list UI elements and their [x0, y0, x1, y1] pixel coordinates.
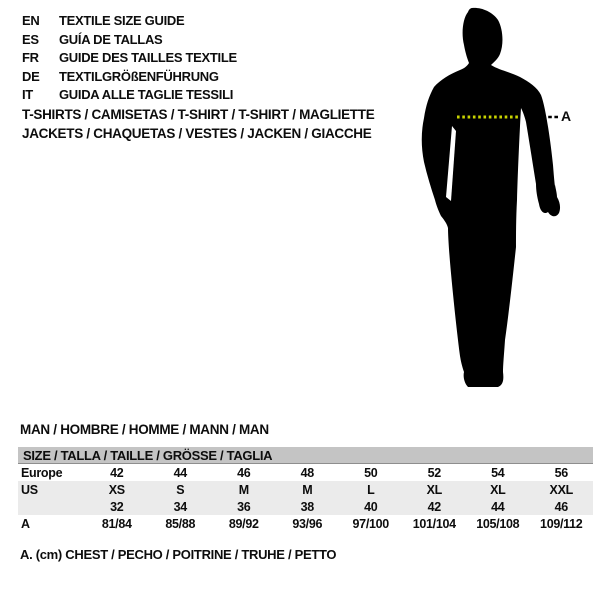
table-cell: 89/92 — [228, 516, 259, 531]
language-list — [22, 12, 237, 105]
language-row-en — [22, 12, 237, 31]
category-tshirts: T-SHIRTS / CAMISETAS / T-SHIRT / T-SHIRT / MAGLIETTE — [22, 107, 375, 122]
table-cell: M — [212, 481, 276, 498]
table-cell: 40 — [339, 498, 403, 515]
language-row-it — [22, 86, 237, 105]
table-cell: 109/112 — [540, 516, 583, 531]
table-cell: 50 — [364, 465, 378, 480]
table-cell: 56 — [554, 465, 568, 480]
language-row-fr — [22, 49, 237, 68]
table-cell: 54 — [491, 465, 505, 480]
table-cell: 52 — [427, 465, 441, 480]
size-table-header: SIZE / TALLA / TAILLE / GRÖSSE / TAGLIA — [18, 447, 593, 464]
language-code: DE — [22, 68, 40, 84]
table-row-chest-cm — [18, 515, 593, 532]
language-code: ES — [22, 31, 39, 47]
table-cell: 38 — [276, 498, 340, 515]
table-cell: XL — [403, 481, 467, 498]
table-cell: 34 — [149, 498, 213, 515]
row-label — [18, 498, 85, 515]
man-silhouette — [422, 8, 560, 387]
table-cell: 36 — [212, 498, 276, 515]
arm-gap-highlight — [446, 126, 456, 201]
table-cell: 42 — [403, 498, 467, 515]
language-code: IT — [22, 87, 33, 102]
table-cell: XS — [85, 481, 149, 498]
table-cell: 44 — [466, 498, 530, 515]
table-cell: 81/84 — [101, 516, 132, 531]
language-label: TEXTILE SIZE GUIDE — [59, 13, 185, 28]
section-title-man: MAN / HOMBRE / HOMME / MANN / MAN — [20, 422, 269, 437]
table-cell: 32 — [85, 498, 149, 515]
measurement-a-label: A — [561, 108, 572, 124]
table-row-us-numbers — [18, 498, 593, 515]
row-label: Europe — [21, 465, 63, 480]
table-cell: 85/88 — [165, 516, 196, 531]
row-label: US — [18, 481, 85, 498]
table-row-europe — [18, 464, 593, 482]
language-row-de — [22, 68, 237, 87]
table-cell: XXL — [530, 481, 594, 498]
table-cell: M — [276, 481, 340, 498]
language-code: EN — [22, 13, 40, 28]
table-cell: 97/100 — [352, 516, 389, 531]
language-label: TEXTILGRÖßENFÜHRUNG — [59, 68, 219, 84]
category-list — [22, 105, 374, 143]
table-cell: 93/96 — [292, 516, 323, 531]
language-code: FR — [22, 50, 39, 65]
table-cell: 46 — [237, 465, 251, 480]
language-row-es — [22, 31, 237, 50]
table-cell: S — [149, 481, 213, 498]
size-table-header-row — [18, 447, 593, 464]
table-cell: 44 — [173, 465, 187, 480]
language-label: GUIDE DES TAILLES TEXTILE — [59, 50, 237, 65]
measurement-footnote: A. (cm) CHEST / PECHO / POITRINE / TRUHE / PETTO — [20, 547, 337, 562]
table-cell: 101/104 — [412, 516, 456, 531]
table-cell: L — [339, 481, 403, 498]
row-label: A — [21, 516, 30, 531]
language-label: GUÍA DE TALLAS — [59, 31, 163, 47]
table-row-us-letters — [18, 481, 593, 498]
table-cell: 105/108 — [476, 516, 520, 531]
language-label: GUIDA ALLE TAGLIE TESSILI — [59, 87, 234, 102]
category-jackets: JACKETS / CHAQUETAS / VESTES / JACKEN / GIACCHE — [22, 126, 372, 141]
table-cell: 46 — [530, 498, 594, 515]
size-table — [18, 447, 593, 532]
table-cell: XL — [466, 481, 530, 498]
table-cell: 48 — [300, 465, 314, 480]
table-cell: 42 — [110, 465, 124, 480]
